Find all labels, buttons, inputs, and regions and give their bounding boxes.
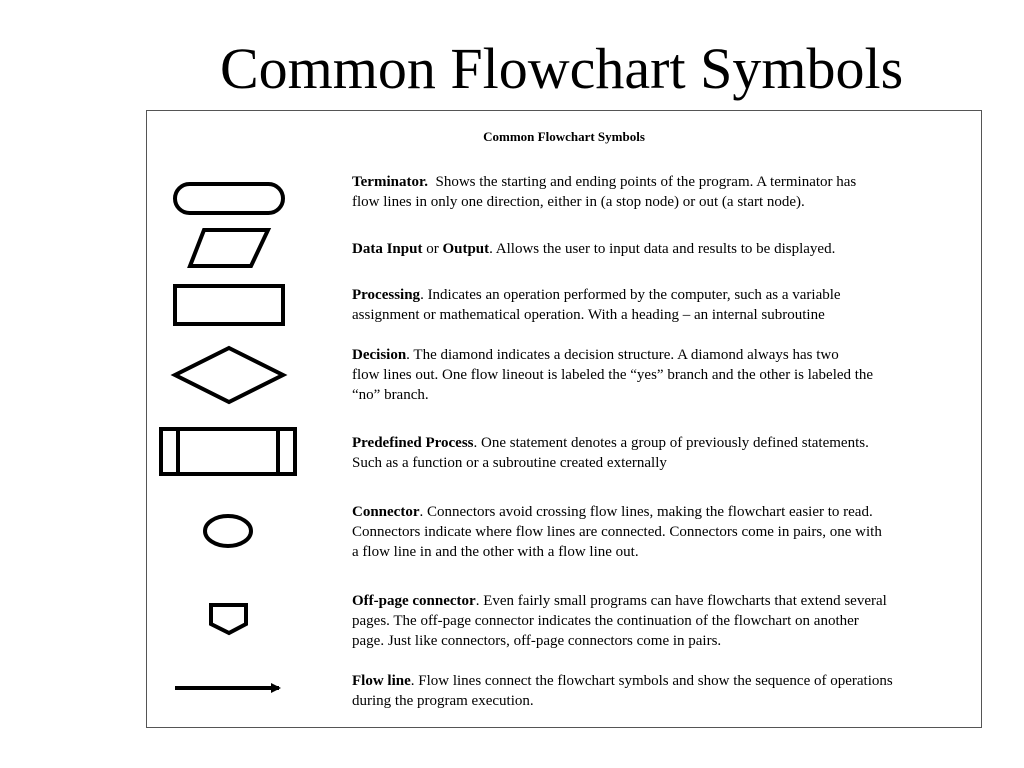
predefined-process-symbol-icon [161,429,295,474]
entry-line: . Flow lines connect the flowchart symbols and show the sequence of operations [410,673,893,689]
entry-line: . Allows the user to input data and results to be displayed. [489,241,836,257]
entry-term: Off-page connector [352,593,476,609]
data-io-symbol-icon [190,230,268,266]
entry-line: Such as a function or a subroutine created externally [352,455,667,471]
entry-data-input-output [352,239,977,259]
entry-line: . Indicates an operation performed by the computer, such as a variable [420,287,841,303]
entry-predefined-process [352,433,977,473]
entry-line: . Connectors avoid crossing flow lines, making the flowchart easier to read. [419,504,873,520]
entry-term: Connector [352,504,420,520]
entry-term: Data Input [352,241,423,257]
panel-heading: Common Flowchart Symbols [483,129,645,144]
process-symbol-icon [175,286,283,324]
symbols-panel [146,110,982,728]
entry-line: assignment or mathematical operation. With a heading – an internal subroutine [352,307,825,323]
entry-line: during the program execution. [352,693,534,709]
entry-terminator [352,172,977,212]
entry-line: flow lines in only one direction, either in (a stop node) or out (a start node). [352,194,805,210]
entry-line: . The diamond indicates a decision structure. A diamond always has two [406,347,839,363]
entry-line: page. Just like connectors, off-page connectors come in pairs. [352,633,722,649]
terminator-symbol-icon [175,184,283,213]
entry-line: a flow line in and the other with a flow line out. [352,544,639,560]
entry-term: Flow line [352,673,411,689]
entry-line: flow lines out. One flow lineout is labeled the “yes” branch and the other is labeled the [352,367,874,383]
entry-line: Connectors indicate where flow lines are connected. Connectors come in pairs, one with [352,524,882,540]
entry-off-page-connector [352,591,977,651]
entry-decision [352,345,977,405]
off-page-connector-symbol-icon [211,605,246,633]
entry-term: Decision [352,347,407,363]
entry-processing [352,285,977,325]
entry-connector [352,502,977,562]
decision-symbol-icon [175,348,283,402]
entry-term: Predefined Process [352,435,474,451]
entry-line: . Even fairly small programs can have flowcharts that extend several [475,593,887,609]
entry-joiner: or [422,241,443,257]
connector-symbol-icon [205,516,251,546]
entry-line: . One statement denotes a group of previously defined statements. [473,435,869,451]
entry-term-secondary: Output [442,241,490,257]
entry-term: Processing [352,287,421,303]
slide-title: Common Flowchart Symbols [220,36,904,101]
entry-flow-line [352,671,977,711]
entry-line: pages. The off-page connector indicates the continuation of the flowchart on another [352,613,859,629]
entry-line: “no” branch. [352,387,429,403]
entry-line: Shows the starting and ending points of the program. A terminator has [435,174,857,190]
entry-term: Terminator. [352,174,428,190]
